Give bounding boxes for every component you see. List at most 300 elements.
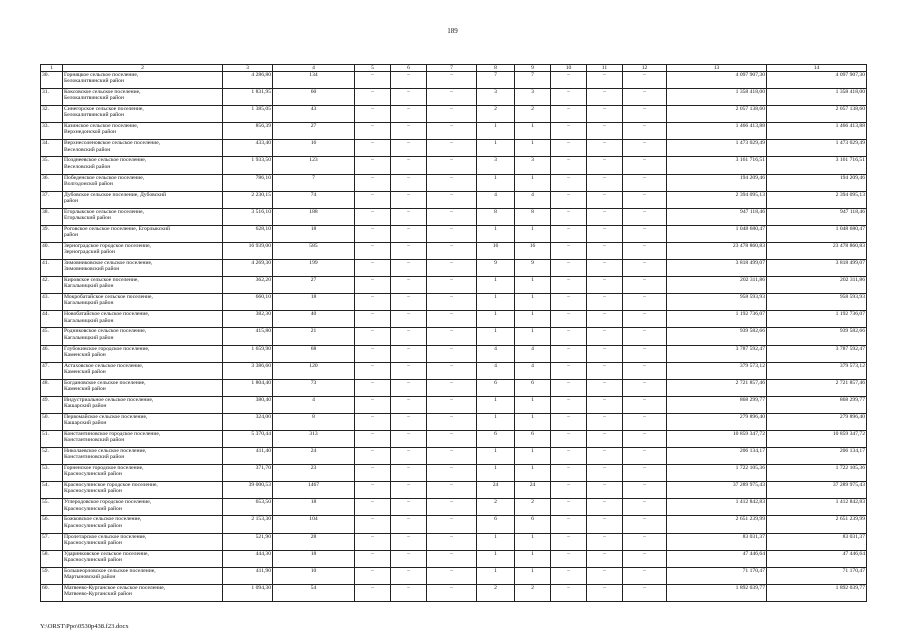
- settlement-name-line-1: Роговское сельское поселение, Егорлыкский: [64, 225, 170, 232]
- table-row: [41, 311, 867, 328]
- table-row: [41, 448, 867, 465]
- col-13-amount: 2 721 857,46: [667, 379, 767, 396]
- col-5-value: –: [355, 345, 391, 362]
- col-13-amount: 3 818 499,07: [667, 260, 767, 277]
- settlement-name: [63, 516, 223, 533]
- area-value: 39 000,53: [223, 482, 273, 499]
- row-number: 56.: [41, 516, 63, 533]
- table-row: [41, 191, 867, 208]
- col-5-value: –: [355, 465, 391, 482]
- col-7-value: –: [427, 567, 477, 584]
- col-13-amount: 947 118,46: [667, 208, 767, 225]
- col-10-value: –: [551, 225, 587, 242]
- col-7-value: –: [427, 533, 477, 550]
- col-10-value: –: [551, 174, 587, 191]
- settlement-name-line-1: Горненское городское поселение,: [64, 465, 144, 472]
- settlement-name-line-1: Дубовское сельское поселение, Дубовский: [64, 191, 166, 198]
- column-header-9: 9: [515, 65, 551, 72]
- row-number: 41.: [41, 260, 63, 277]
- col-7-value: –: [427, 362, 477, 379]
- col-10-value: –: [551, 430, 587, 447]
- table-row: [41, 379, 867, 396]
- settlement-name: [63, 362, 223, 379]
- col-6-value: –: [391, 516, 427, 533]
- col-12-value: –: [623, 311, 667, 328]
- col-5-value: –: [355, 277, 391, 294]
- col-12-value: –: [623, 277, 667, 294]
- settlement-name-line-2: Волгодонской район: [64, 180, 113, 187]
- settlement-name-line-2: Константиновский район: [64, 437, 125, 444]
- data-table: [40, 64, 867, 602]
- column-header-2: 2: [63, 65, 223, 72]
- row-number: 58.: [41, 550, 63, 567]
- col-11-value: –: [587, 499, 623, 516]
- col-11-value: –: [587, 482, 623, 499]
- col-12-value: –: [623, 584, 667, 601]
- settlement-name: [63, 465, 223, 482]
- col-8-value: 1: [477, 294, 515, 311]
- area-value: 411,90: [223, 567, 273, 584]
- col-6-value: –: [391, 157, 427, 174]
- footer-file-path: Y:\ORST\Ppo\0530p438.f23.docx: [40, 623, 129, 630]
- row-number: 43.: [41, 294, 63, 311]
- col-13-amount: 47 446,64: [667, 550, 767, 567]
- col-5-value: –: [355, 140, 391, 157]
- col-14-amount: 2 057 138,60: [767, 106, 867, 123]
- col-9-value: 24: [515, 482, 551, 499]
- settlement-name-line-2: Каменский район: [64, 385, 106, 392]
- settlement-name-line-2: Верхнедонской район: [64, 129, 117, 136]
- area-value: 1 804,40: [223, 379, 273, 396]
- settlement-name: [63, 584, 223, 601]
- col-7-value: –: [427, 277, 477, 294]
- col-9-value: 4: [515, 362, 551, 379]
- settlement-name-line-1: Ударинковское сельское поселение,: [64, 550, 149, 557]
- column-header-4: 4: [273, 65, 355, 72]
- area-value: 382,30: [223, 311, 273, 328]
- settlement-name-line-2: Кагальницкий район: [64, 334, 114, 341]
- col-13-amount: 958 593,93: [667, 294, 767, 311]
- settlement-name-line-1: Мокробатайское сельское поселение,: [64, 294, 153, 301]
- column-header-11: 11: [587, 65, 623, 72]
- col-6-value: –: [391, 482, 427, 499]
- area-value: 3 516,10: [223, 208, 273, 225]
- table-row: [41, 482, 867, 499]
- row-number: 45.: [41, 328, 63, 345]
- col-13-amount: 3 787 592,47: [667, 345, 767, 362]
- col-6-value: –: [391, 106, 427, 123]
- col-11-value: –: [587, 140, 623, 157]
- row-number: 49.: [41, 396, 63, 413]
- col-14-amount: 868 299,77: [767, 396, 867, 413]
- col-11-value: –: [587, 311, 623, 328]
- table-row: [41, 277, 867, 294]
- area-value: 362,20: [223, 277, 273, 294]
- col-11-value: –: [587, 89, 623, 106]
- settlement-name-line-2: район: [64, 232, 79, 239]
- settlement-name: [63, 208, 223, 225]
- row-number: 44.: [41, 311, 63, 328]
- col-8-value: 1: [477, 465, 515, 482]
- population-value: 18: [273, 225, 355, 242]
- col-7-value: –: [427, 157, 477, 174]
- col-10-value: –: [551, 465, 587, 482]
- col-14-amount: 3 818 499,07: [767, 260, 867, 277]
- col-5-value: –: [355, 89, 391, 106]
- settlement-name-line-1: Синегорское сельское поселение,: [64, 106, 144, 113]
- column-header-8: 8: [477, 65, 515, 72]
- col-8-value: 6: [477, 430, 515, 447]
- col-7-value: –: [427, 72, 477, 89]
- col-7-value: –: [427, 448, 477, 465]
- col-12-value: –: [623, 465, 667, 482]
- area-value: 5 370,44: [223, 430, 273, 447]
- settlement-name-line-2: Кагальницкий район: [64, 283, 114, 290]
- settlement-name-line-1: Красносулинское городское поселение,: [64, 482, 158, 489]
- col-12-value: –: [623, 294, 667, 311]
- col-12-value: –: [623, 345, 667, 362]
- population-value: 27: [273, 123, 355, 140]
- col-14-amount: 958 593,93: [767, 294, 867, 311]
- col-12-value: –: [623, 567, 667, 584]
- col-12-value: –: [623, 157, 667, 174]
- col-13-amount: 23 478 860,83: [667, 242, 767, 259]
- population-value: 18: [273, 499, 355, 516]
- col-5-value: –: [355, 208, 391, 225]
- col-13-amount: 939 582,66: [667, 328, 767, 345]
- col-13-amount: 1 412 842,83: [667, 499, 767, 516]
- row-number: 30.: [41, 72, 63, 89]
- col-11-value: –: [587, 294, 623, 311]
- col-13-amount: 1 192 736,07: [667, 311, 767, 328]
- col-13-amount: 1 892 039,77: [667, 584, 767, 601]
- col-5-value: –: [355, 242, 391, 259]
- col-9-value: 3: [515, 89, 551, 106]
- settlement-name: [63, 72, 223, 89]
- area-value: 521,90: [223, 533, 273, 550]
- settlement-name-line-2: Егорлыкский район: [64, 214, 111, 221]
- table-row: [41, 430, 867, 447]
- population-value: 199: [273, 260, 355, 277]
- area-value: 2 153,30: [223, 516, 273, 533]
- population-value: 24: [273, 448, 355, 465]
- col-6-value: –: [391, 311, 427, 328]
- settlement-name-line-2: район: [64, 197, 79, 204]
- col-6-value: –: [391, 123, 427, 140]
- col-6-value: –: [391, 277, 427, 294]
- col-10-value: –: [551, 294, 587, 311]
- row-number: 47.: [41, 362, 63, 379]
- population-value: 120: [273, 362, 355, 379]
- settlement-name: [63, 567, 223, 584]
- settlement-name-line-1: Астаховское сельское поселение,: [64, 362, 144, 369]
- settlement-name-line-2: Каменский район: [64, 368, 106, 375]
- col-11-value: –: [587, 396, 623, 413]
- col-13-amount: 10 859 347,72: [667, 430, 767, 447]
- col-6-value: –: [391, 89, 427, 106]
- col-6-value: –: [391, 242, 427, 259]
- population-value: 16: [273, 140, 355, 157]
- col-10-value: –: [551, 191, 587, 208]
- row-number: 48.: [41, 379, 63, 396]
- col-9-value: 1: [515, 225, 551, 242]
- col-5-value: –: [355, 72, 391, 89]
- table-row: [41, 396, 867, 413]
- col-13-amount: 2 394 095,13: [667, 191, 767, 208]
- settlement-name-line-2: Белокалитвинский район: [64, 78, 124, 85]
- col-9-value: 1: [515, 533, 551, 550]
- col-6-value: –: [391, 362, 427, 379]
- col-12-value: –: [623, 242, 667, 259]
- col-5-value: –: [355, 550, 391, 567]
- population-value: 21: [273, 328, 355, 345]
- col-9-value: 1: [515, 550, 551, 567]
- col-10-value: –: [551, 242, 587, 259]
- col-10-value: –: [551, 311, 587, 328]
- row-number: 32.: [41, 106, 63, 123]
- col-6-value: –: [391, 584, 427, 601]
- settlement-name-line-1: Первомайское сельское поселение,: [64, 413, 148, 420]
- settlement-name-line-2: Белокалитвинский район: [64, 112, 124, 119]
- col-7-value: –: [427, 482, 477, 499]
- col-5-value: –: [355, 191, 391, 208]
- col-8-value: 2: [477, 584, 515, 601]
- col-8-value: 16: [477, 242, 515, 259]
- table-row: [41, 499, 867, 516]
- col-11-value: –: [587, 362, 623, 379]
- population-value: 60: [273, 89, 355, 106]
- col-9-value: 2: [515, 106, 551, 123]
- col-13-amount: 2 057 138,60: [667, 106, 767, 123]
- col-9-value: 1: [515, 277, 551, 294]
- page-number: 189: [447, 27, 458, 35]
- area-value: 2 230,15: [223, 191, 273, 208]
- col-6-value: –: [391, 550, 427, 567]
- row-number: 59.: [41, 567, 63, 584]
- col-8-value: 6: [477, 516, 515, 533]
- col-11-value: –: [587, 157, 623, 174]
- col-5-value: –: [355, 123, 391, 140]
- col-8-value: 1: [477, 277, 515, 294]
- row-number: 52.: [41, 448, 63, 465]
- settlement-name-line-2: Константиновский район: [64, 454, 125, 461]
- table-row: [41, 157, 867, 174]
- col-6-value: –: [391, 328, 427, 345]
- col-12-value: –: [623, 140, 667, 157]
- settlement-name-line-1: Божковское сельское поселение,: [64, 516, 142, 523]
- col-7-value: –: [427, 499, 477, 516]
- col-12-value: –: [623, 123, 667, 140]
- col-10-value: –: [551, 413, 587, 430]
- row-number: 38.: [41, 208, 63, 225]
- table-row: [41, 550, 867, 567]
- col-14-amount: 47 446,64: [767, 550, 867, 567]
- col-8-value: 24: [477, 482, 515, 499]
- area-value: 433,40: [223, 140, 273, 157]
- table-row: [41, 584, 867, 601]
- col-13-amount: 1 722 105,36: [667, 465, 767, 482]
- row-number: 39.: [41, 225, 63, 242]
- settlement-name-line-1: Зерноградское городское поселение,: [64, 242, 151, 249]
- col-11-value: –: [587, 277, 623, 294]
- col-12-value: –: [623, 208, 667, 225]
- col-13-amount: 71 170,47: [667, 567, 767, 584]
- col-14-amount: 3 161 716,51: [767, 157, 867, 174]
- col-6-value: –: [391, 191, 427, 208]
- col-8-value: 9: [477, 260, 515, 277]
- col-14-amount: 194 209,46: [767, 174, 867, 191]
- col-14-amount: 1 192 736,07: [767, 311, 867, 328]
- col-8-value: 1: [477, 567, 515, 584]
- table-row: [41, 362, 867, 379]
- settlement-name-line-2: Кашарский район: [64, 402, 107, 409]
- col-14-amount: 1 358 418,00: [767, 89, 867, 106]
- col-13-amount: 279 896,40: [667, 413, 767, 430]
- col-7-value: –: [427, 123, 477, 140]
- col-5-value: –: [355, 294, 391, 311]
- settlement-name-line-2: Красносулинский район: [64, 522, 122, 529]
- col-9-value: 6: [515, 379, 551, 396]
- row-number: 57.: [41, 533, 63, 550]
- col-5-value: –: [355, 106, 391, 123]
- settlement-name-line-2: Матвеево-Курганский район: [64, 591, 132, 598]
- table-header-row: [41, 65, 867, 72]
- col-11-value: –: [587, 191, 623, 208]
- col-5-value: –: [355, 499, 391, 516]
- area-value: 380,40: [223, 396, 273, 413]
- row-number: 46.: [41, 345, 63, 362]
- col-14-amount: 37 289 975,43: [767, 482, 867, 499]
- col-7-value: –: [427, 584, 477, 601]
- col-6-value: –: [391, 225, 427, 242]
- column-header-1: 1: [41, 65, 63, 72]
- area-value: 1 385,05: [223, 106, 273, 123]
- column-header-10: 10: [551, 65, 587, 72]
- col-7-value: –: [427, 140, 477, 157]
- settlement-name-line-1: Победенское сельское поселение,: [64, 174, 145, 181]
- col-12-value: –: [623, 413, 667, 430]
- col-5-value: –: [355, 174, 391, 191]
- col-13-amount: 3 161 716,51: [667, 157, 767, 174]
- col-7-value: –: [427, 328, 477, 345]
- col-5-value: –: [355, 482, 391, 499]
- settlement-name-line-1: Родниковское сельское поселение,: [64, 328, 147, 335]
- settlement-name-line-2: Красносулинский район: [64, 505, 122, 512]
- col-8-value: 1: [477, 123, 515, 140]
- settlement-name-line-1: Казинское сельское поселение,: [64, 123, 139, 130]
- col-5-value: –: [355, 430, 391, 447]
- col-7-value: –: [427, 465, 477, 482]
- population-value: 74: [273, 191, 355, 208]
- col-5-value: –: [355, 533, 391, 550]
- col-10-value: –: [551, 89, 587, 106]
- col-10-value: –: [551, 208, 587, 225]
- col-5-value: –: [355, 328, 391, 345]
- col-5-value: –: [355, 362, 391, 379]
- area-value: 786,10: [223, 174, 273, 191]
- row-number: 40.: [41, 242, 63, 259]
- settlement-name-line-1: Позднеевское сельское поселение,: [64, 157, 147, 164]
- row-number: 60.: [41, 584, 63, 601]
- settlement-name-line-2: Веселовский район: [64, 163, 111, 170]
- settlement-name-line-1: Большеорловское сельское поселение,: [64, 567, 156, 574]
- settlement-name-line-1: Пролетарское сельское поселение,: [64, 533, 147, 540]
- population-value: 18: [273, 294, 355, 311]
- col-6-value: –: [391, 174, 427, 191]
- area-value: 16 939,00: [223, 242, 273, 259]
- col-9-value: 1: [515, 328, 551, 345]
- col-13-amount: 868 299,77: [667, 396, 767, 413]
- settlement-name-line-2: Кагальницкий район: [64, 317, 114, 324]
- population-value: 313: [273, 430, 355, 447]
- col-12-value: –: [623, 550, 667, 567]
- table-row: [41, 260, 867, 277]
- col-10-value: –: [551, 567, 587, 584]
- col-5-value: –: [355, 157, 391, 174]
- col-10-value: –: [551, 379, 587, 396]
- col-6-value: –: [391, 430, 427, 447]
- col-11-value: –: [587, 533, 623, 550]
- column-header-5: 5: [355, 65, 391, 72]
- settlement-name-line-1: Горняцкое сельское поселение,: [64, 72, 139, 78]
- settlement-name: [63, 123, 223, 140]
- population-value: 1467: [273, 482, 355, 499]
- table-row: [41, 567, 867, 584]
- table-row: [41, 516, 867, 533]
- col-12-value: –: [623, 533, 667, 550]
- settlement-name: [63, 413, 223, 430]
- col-7-value: –: [427, 516, 477, 533]
- col-14-amount: 1 892 039,77: [767, 584, 867, 601]
- settlement-name: [63, 191, 223, 208]
- row-number: 55.: [41, 499, 63, 516]
- col-9-value: 1: [515, 140, 551, 157]
- settlement-name: [63, 157, 223, 174]
- settlement-name-line-2: Веселовский район: [64, 146, 111, 153]
- col-14-amount: 202 311,86: [767, 277, 867, 294]
- col-14-amount: 1 722 105,36: [767, 465, 867, 482]
- col-6-value: –: [391, 260, 427, 277]
- col-8-value: 2: [477, 106, 515, 123]
- col-13-amount: 206 134,17: [667, 448, 767, 465]
- col-9-value: 1: [515, 174, 551, 191]
- table-row: [41, 140, 867, 157]
- col-9-value: 3: [515, 157, 551, 174]
- col-10-value: –: [551, 157, 587, 174]
- column-header-12: 12: [623, 65, 667, 72]
- col-14-amount: 2 651 239,99: [767, 516, 867, 533]
- col-10-value: –: [551, 362, 587, 379]
- population-value: 18: [273, 550, 355, 567]
- col-8-value: 1: [477, 533, 515, 550]
- col-9-value: 9: [515, 260, 551, 277]
- col-12-value: –: [623, 516, 667, 533]
- settlement-name-line-1: Кировское сельское поселение,: [64, 277, 139, 284]
- col-14-amount: 947 118,46: [767, 208, 867, 225]
- col-8-value: 1: [477, 550, 515, 567]
- col-10-value: –: [551, 550, 587, 567]
- table-row: [41, 89, 867, 106]
- col-6-value: –: [391, 567, 427, 584]
- col-6-value: –: [391, 499, 427, 516]
- row-number: 33.: [41, 123, 63, 140]
- col-11-value: –: [587, 413, 623, 430]
- col-6-value: –: [391, 294, 427, 311]
- col-12-value: –: [623, 225, 667, 242]
- population-value: 585: [273, 242, 355, 259]
- column-header-3: 3: [223, 65, 273, 72]
- col-12-value: –: [623, 499, 667, 516]
